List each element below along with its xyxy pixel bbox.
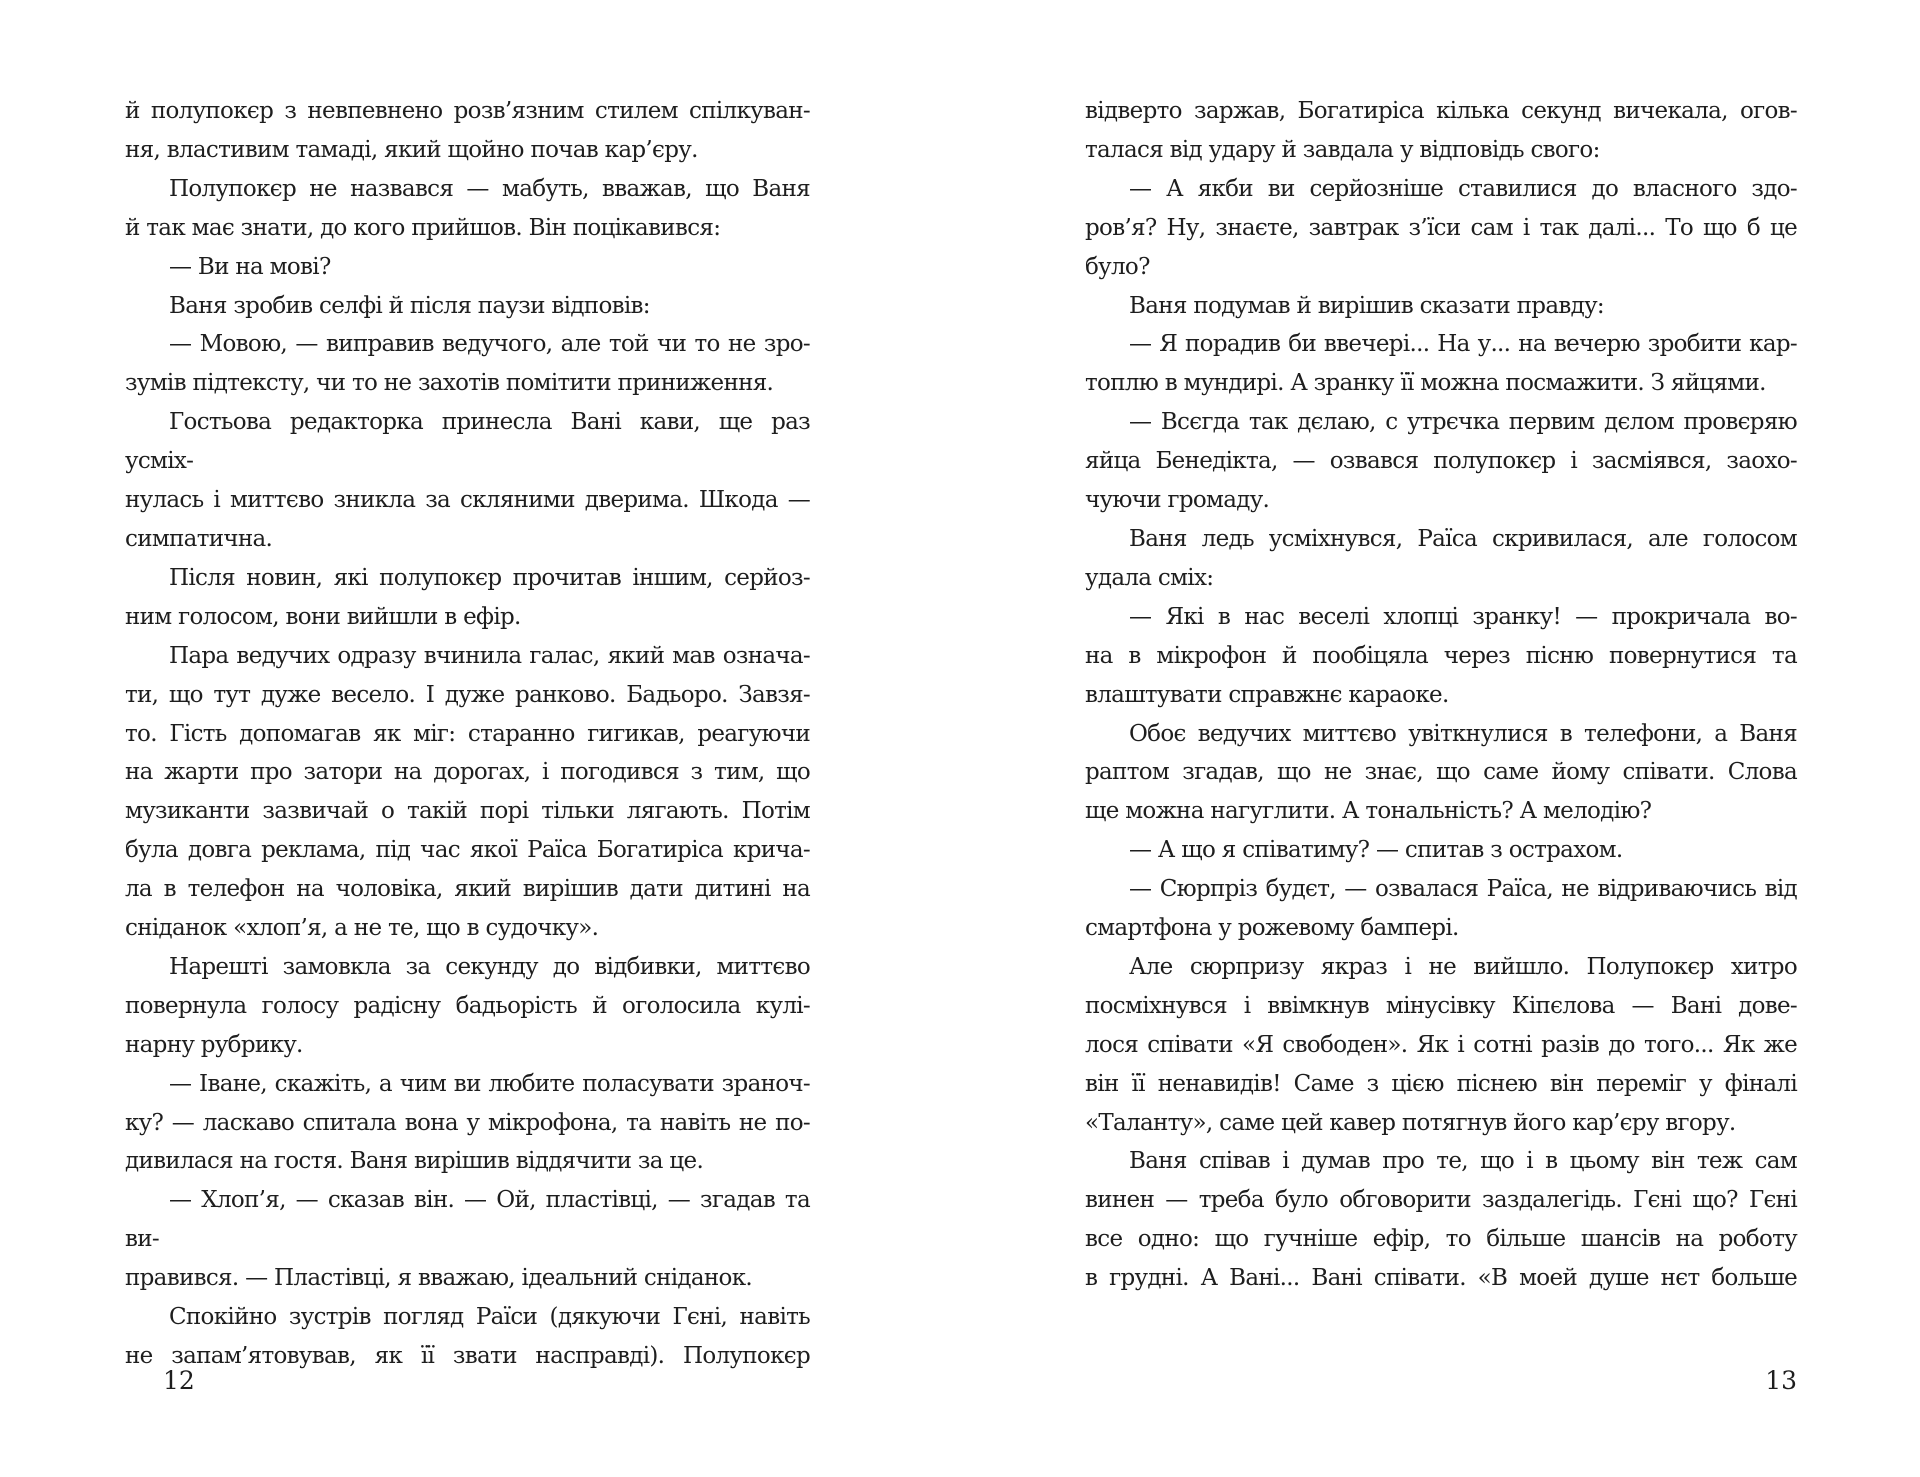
text-line: була довга реклама, під час якої Раїса Богатиріса крича- <box>125 837 810 864</box>
text-line: — Які в нас веселі хлопці зранку! — прокричала во- <box>1129 603 1797 630</box>
text-line: — А якби ви серйозніше ставилися до власного здо- <box>1129 175 1797 202</box>
page-left-text-block <box>125 92 810 1376</box>
text-line: зумів підтексту, чи то не захотів помітити приниження. <box>125 370 774 397</box>
text-line: не запам’ятовував, як її звати насправді). Полупокєр <box>125 1343 810 1369</box>
text-line: сніданок «хлоп’я, а не те, що в судочку». <box>125 915 599 942</box>
text-line: повернула голосу радісну бадьорість й оголосила кулі- <box>125 992 810 1019</box>
text-line: ня, властивим тамаді, який щойно почав кар’єру. <box>125 136 698 163</box>
text-line: Полупокєр не назвався — мабуть, вважав, що Ваня <box>169 175 810 202</box>
text-line: посміхнувся і ввімкнув мінусівку Кіпєлова — Вані дове- <box>1085 992 1797 1019</box>
text-line: Ваня зробив селфі й після паузи відповів: <box>169 292 650 319</box>
text-line: симпатична. <box>125 525 273 552</box>
text-line: — Хлоп’я, — сказав він. — Ой, пластівці, — згадав та ви- <box>125 1187 810 1253</box>
text-line: Але сюрпризу якраз і не вийшло. Полупокєр хитро <box>1129 953 1797 980</box>
text-line: Спокійно зустрів погляд Раїси (дякуючи Гєні, навіть <box>169 1304 810 1331</box>
text-line: в грудні. А Вані... Вані співати. «В моей душе нєт больше <box>1085 1265 1797 1292</box>
text-line: — Мовою, — виправив ведучого, але той чи то не зро- <box>169 331 810 358</box>
text-line: відверто заржав, Богатиріса кілька секунд вичекала, огов- <box>1085 98 1797 124</box>
text-line: нулась і миттєво зникла за скляними дверима. Шкода — <box>125 487 810 514</box>
text-line: — Всєгда так дєлаю, с утрєчка первим дєлом провєряю <box>1129 409 1797 436</box>
text-line: ним голосом, вони вийшли в ефір. <box>125 603 521 630</box>
text-line: ще можна нагуглити. А тональність? А мелодію? <box>1085 798 1652 825</box>
text-line: влаштувати справжнє караоке. <box>1085 681 1449 708</box>
text-line: й полупокєр з невпевнено розв’язним стилем спілкуван- <box>125 98 810 124</box>
text-line: ти, що тут дуже весело. І дуже ранково. Бадьоро. Завзя- <box>125 681 810 708</box>
text-line: то. Гість допомагав як міг: старанно гигикав, реагуючи <box>125 720 810 747</box>
text-line: правився. — Пластівці, я вважаю, ідеальний сніданок. <box>125 1265 753 1292</box>
text-line: дивилася на гостя. Ваня вирішив віддячити за це. <box>125 1148 704 1175</box>
text-line: — Іване, скажіть, а чим ви любите поласувати зраноч- <box>169 1070 810 1097</box>
text-line: лося співати «Я свободен». Як і сотні разів до того... Як же <box>1085 1031 1797 1058</box>
text-line: Гостьова редакторка принесла Вані кави, ще раз усміх- <box>125 409 810 475</box>
text-line: Обоє ведучих миттєво увіткнулися в телефони, а Ваня <box>1129 720 1797 747</box>
text-line: Пара ведучих одразу вчинила галас, який мав означа- <box>169 642 810 669</box>
text-line: він її ненавидів! Саме з цією піснею він переміг у фіналі <box>1085 1070 1797 1097</box>
text-line: на в мікрофон й пообіцяла через пісню повернутися та <box>1085 642 1797 669</box>
text-line: — Сюрпріз будєт, — озвалася Раїса, не відриваючись від <box>1129 876 1797 903</box>
text-line: — Ви на мові? <box>169 253 331 280</box>
text-line: удала сміх: <box>1085 564 1214 591</box>
text-line: «Таланту», саме цей кавер потягнув його кар’єру вгору. <box>1085 1109 1736 1136</box>
page-number-left: 12 <box>163 1366 195 1395</box>
text-line: музиканти зазвичай о такій порі тільки лягають. Потім <box>125 798 810 825</box>
text-line: Ваня співав і думав про те, що і в цьому він теж сам <box>1129 1148 1797 1175</box>
text-line: нарну рубрику. <box>125 1031 303 1058</box>
text-line: Ваня ледь усміхнувся, Раїса скривилася, але голосом <box>1129 525 1797 552</box>
page-right-text-block <box>1085 92 1797 1298</box>
text-line: ров’я? Ну, знаєте, завтрак з’їси сам і так далі... То що б це <box>1085 214 1797 241</box>
text-line: й так має знати, до кого прийшов. Він поцікавився: <box>125 214 721 241</box>
text-line: ла в телефон на чоловіка, який вирішив дати дитині на <box>125 876 810 903</box>
text-line: було? <box>1085 253 1150 280</box>
text-line: Ваня подумав й вирішив сказати правду: <box>1129 292 1604 319</box>
text-line: все одно: що гучніше ефір, то більше шансів на роботу <box>1085 1226 1797 1253</box>
text-line: винен — треба було обговорити заздалегідь. Гєні що? Гєні <box>1085 1187 1797 1214</box>
text-line: раптом згадав, що не знає, що саме йому співати. Слова <box>1085 759 1797 786</box>
text-line: — Я порадив би ввечері... На у... на вечерю зробити кар- <box>1129 331 1797 358</box>
text-line: яйца Бенедікта, — озвався полупокєр і засміявся, заохо- <box>1085 448 1797 475</box>
text-line: на жарти про затори на дорогах, і погодився з тим, що <box>125 759 810 786</box>
text-line: смартфона у рожевому бампері. <box>1085 915 1459 942</box>
page-number-right: 13 <box>1765 1366 1797 1395</box>
text-line: чуючи громаду. <box>1085 487 1270 514</box>
text-line: Після новин, які полупокєр прочитав іншим, серйоз- <box>169 564 810 591</box>
text-line: талася від удару й завдала у відповідь свого: <box>1085 136 1600 163</box>
text-line: топлю в мундирі. А зранку її можна посмажити. З яйцями. <box>1085 370 1766 397</box>
text-line: Нарешті замовкла за секунду до відбивки, миттєво <box>169 953 810 980</box>
text-line: ку? — ласкаво спитала вона у мікрофона, та навіть не по- <box>125 1109 810 1136</box>
text-line: — А що я співатиму? — спитав з острахом. <box>1129 837 1623 864</box>
